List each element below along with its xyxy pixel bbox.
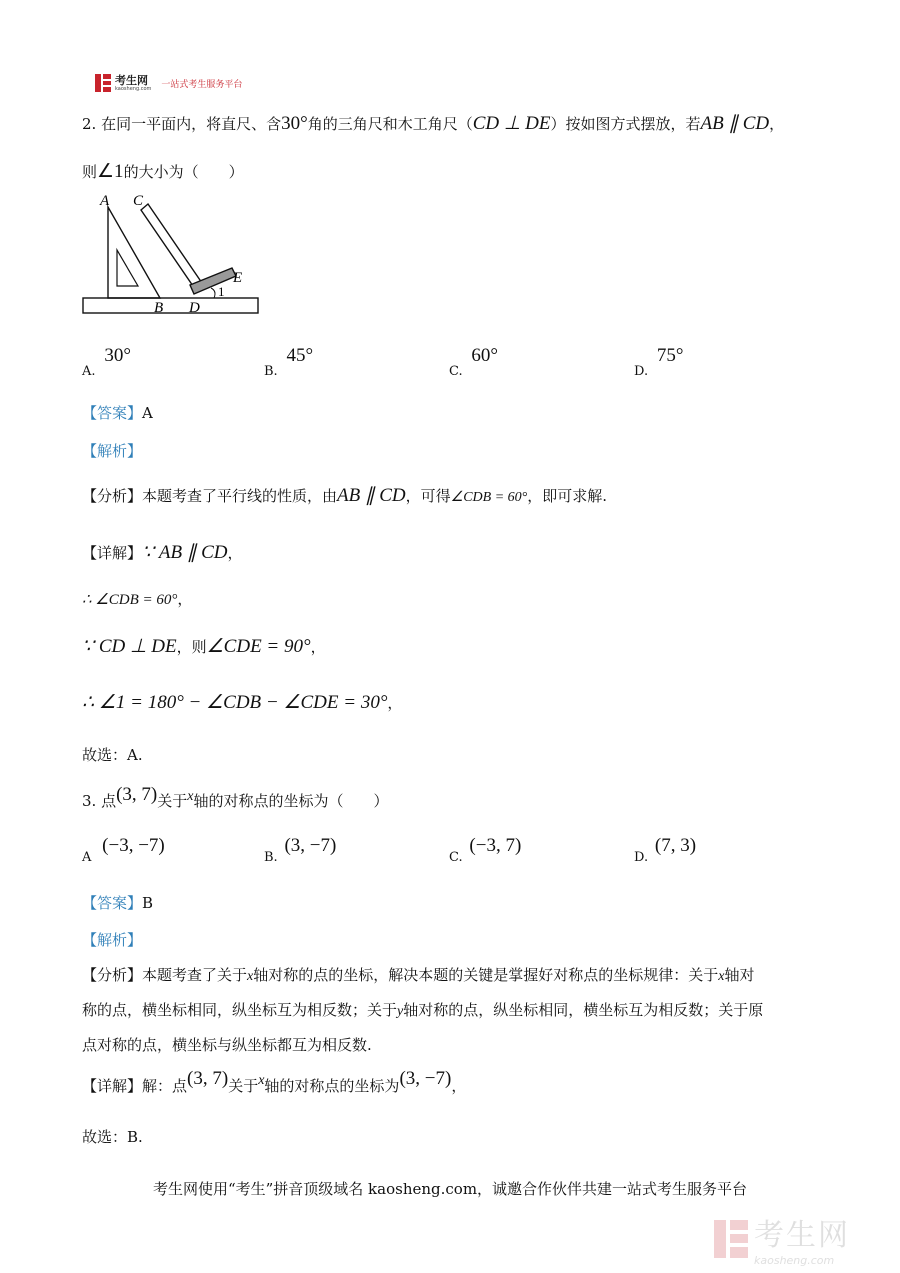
label-C: C [133,193,144,209]
detail-point: (3, 7) [187,1068,229,1089]
q3-option-b [264,835,337,865]
triangle-outer [108,207,160,298]
q2-fenxi [82,484,607,507]
q3-fenxi-line1 [82,964,755,985]
q2-step3 [82,635,326,658]
step4-math: ∴ ∠1 = 180° − ∠CDB − ∠CDE = 30° [82,692,388,713]
q3-analysis-tag: 【解析】 [82,931,143,949]
answer-tag: 【答案】 [82,404,143,422]
q2-stem-line1 [82,112,784,135]
q3-stem-point: (3, 7) [116,784,158,805]
step2-math: ∴ ∠CDB = 60° [82,592,178,608]
q2-stem-line2 [82,160,244,183]
header-slogan: 一站式考生服务平台 [161,79,243,90]
q3-stem [82,784,389,810]
label-1: 1 [218,284,225,299]
detail-b: 关于 [228,1077,259,1095]
q2-figure [80,188,265,318]
option-value: (3, −7) [284,835,337,856]
q2-stem-a: 在同一平面内，将直尺、含 [101,115,282,133]
q3-stem-x: x [187,789,194,804]
option-letter: B. [264,850,278,865]
fenxi-tag: 【分析】 [82,487,143,505]
option-letter: B. [264,364,278,379]
detail-result: (3, −7) [399,1068,452,1089]
detail-c: 轴的对称点的坐标为 [264,1077,400,1095]
q2-step1 [82,541,242,564]
fenxi-l2a: 称的点，横坐标相同，纵坐标互为相反数；关于 [82,1001,398,1019]
option-value: (7, 3) [654,835,697,856]
q2-analysis-tag: 【解析】 [82,442,143,460]
step3-b: ，则 [176,638,207,656]
label-D: D [189,300,200,316]
q3-option-c [449,835,522,865]
page-footer: 考生网使用“考生”拼音顶级域名 kaosheng.com，诚邀合作伙伴共建一站式考生服务平台 [152,1180,748,1198]
option-value: (−3, −7) [102,835,165,856]
fenxi-a: 本题考查了平行线的性质，由 [142,487,338,505]
header-logo [95,72,242,94]
label-E: E [233,270,243,286]
q3-stem-b: 关于 [157,792,188,810]
option-value: 75° [656,345,684,366]
fenxi-angle: ∠CDB = 60° [450,490,528,505]
q3-option-d [634,835,697,865]
triangle-inner [117,250,138,286]
logo-name: 考生网 [115,73,148,87]
q3-fenxi-line2 [82,999,763,1020]
fenxi-par: AB ∥ CD [337,485,406,506]
label-A: A [100,193,110,209]
q2-step2 [82,588,192,609]
detail-end: ， [451,1077,467,1095]
q2-stem-angle1: ∠1 [97,161,124,182]
detail-a: 解：点 [142,1077,188,1095]
q3-detail [82,1068,467,1095]
option-value: 30° [104,345,131,366]
fenxi-l2b: 轴对称的点，纵坐标相同，横坐标互为相反数；关于原 [403,1001,764,1019]
square-short-arm [190,268,236,294]
fenxi-b: ，可得 [405,487,451,505]
q3-stem-a: 点 [101,792,117,810]
square-long-arm [141,204,202,286]
q2-stem-e: 则 [82,163,98,181]
q3-conclusion: 故选：B. [82,1128,143,1146]
q3-answer [82,892,153,913]
watermark-logo-icon [714,1220,748,1258]
q3-option-a [82,835,165,865]
q2-option-d [634,345,684,379]
q2-option-c [449,345,499,379]
fenxi-l1x: x [247,969,254,984]
answer-tag: 【答案】 [82,894,143,912]
fenxi-l2y: y [397,1004,404,1019]
q2-number: 2. [82,115,97,133]
option-value: 60° [471,345,499,366]
q2-option-a [82,345,131,379]
ruler-shape [83,298,258,313]
option-letter: C. [449,850,463,865]
q2-stem-angle: 30° [281,113,308,134]
q2-step4 [82,691,402,714]
step3-c: ∠CDE = 90° [206,636,311,657]
fenxi-tag: 【分析】 [82,966,143,984]
fenxi-l1x2: x [718,969,725,984]
detail-x: x [258,1073,265,1088]
option-letter: D. [634,850,649,865]
q2-stem-par: AB ∥ CD [700,113,770,134]
step1-math: ∵ AB ∥ CD [142,542,228,563]
q2-conclusion: 故选：A. [82,746,143,764]
q2-answer [82,402,153,423]
option-letter: D. [634,364,649,379]
q2-stem-f: 的大小为（ ） [123,163,244,181]
watermark-text: 考生网 [754,1218,850,1253]
fenxi-l1c: 轴对 [724,966,755,984]
answer-value: B [142,894,154,912]
q2-stem-c: ）按如图方式摆放，若 [550,115,701,133]
step3-end: ， [310,638,326,656]
q2-stem-d: ， [769,115,785,133]
xiangjie-tag: 【详解】 [82,1077,143,1095]
step1-end: ， [227,544,243,562]
xiangjie-tag: 【详解】 [82,544,143,562]
label-B: B [154,300,164,316]
fenxi-c: ，即可求解. [527,487,608,505]
option-letter: A. [82,364,96,379]
logo-domain: kaosheng.com [115,85,152,92]
option-letter: C. [449,364,463,379]
watermark-domain: kaosheng.com [754,1254,835,1267]
fenxi-l1b: 轴对称的点的坐标，解决本题的关键是掌握好对称点的坐标规律：关于 [253,966,719,984]
q2-option-b [264,345,314,379]
option-value: 45° [286,345,314,366]
q2-stem-perp: CD ⊥ DE [472,113,551,134]
q2-stem-b: 角的三角尺和木工角尺（ [307,115,473,133]
step4-end: ， [387,694,403,712]
angle1-arc [211,288,215,298]
logo-icon [95,74,111,92]
q3-fenxi-line3: 点对称的点，横坐标与纵坐标都互为相反数. [82,1036,372,1054]
q3-number: 3. [82,792,97,810]
q3-stem-c: 轴的对称点的坐标为（ ） [193,792,389,810]
fenxi-l1a: 本题考查了关于 [142,966,248,984]
option-value: (−3, 7) [469,835,522,856]
step2-end: ， [177,590,193,608]
step3-a: ∵ CD ⊥ DE [82,636,177,657]
watermark [714,1210,850,1267]
option-letter: A [82,850,92,865]
answer-value: A [142,404,153,422]
